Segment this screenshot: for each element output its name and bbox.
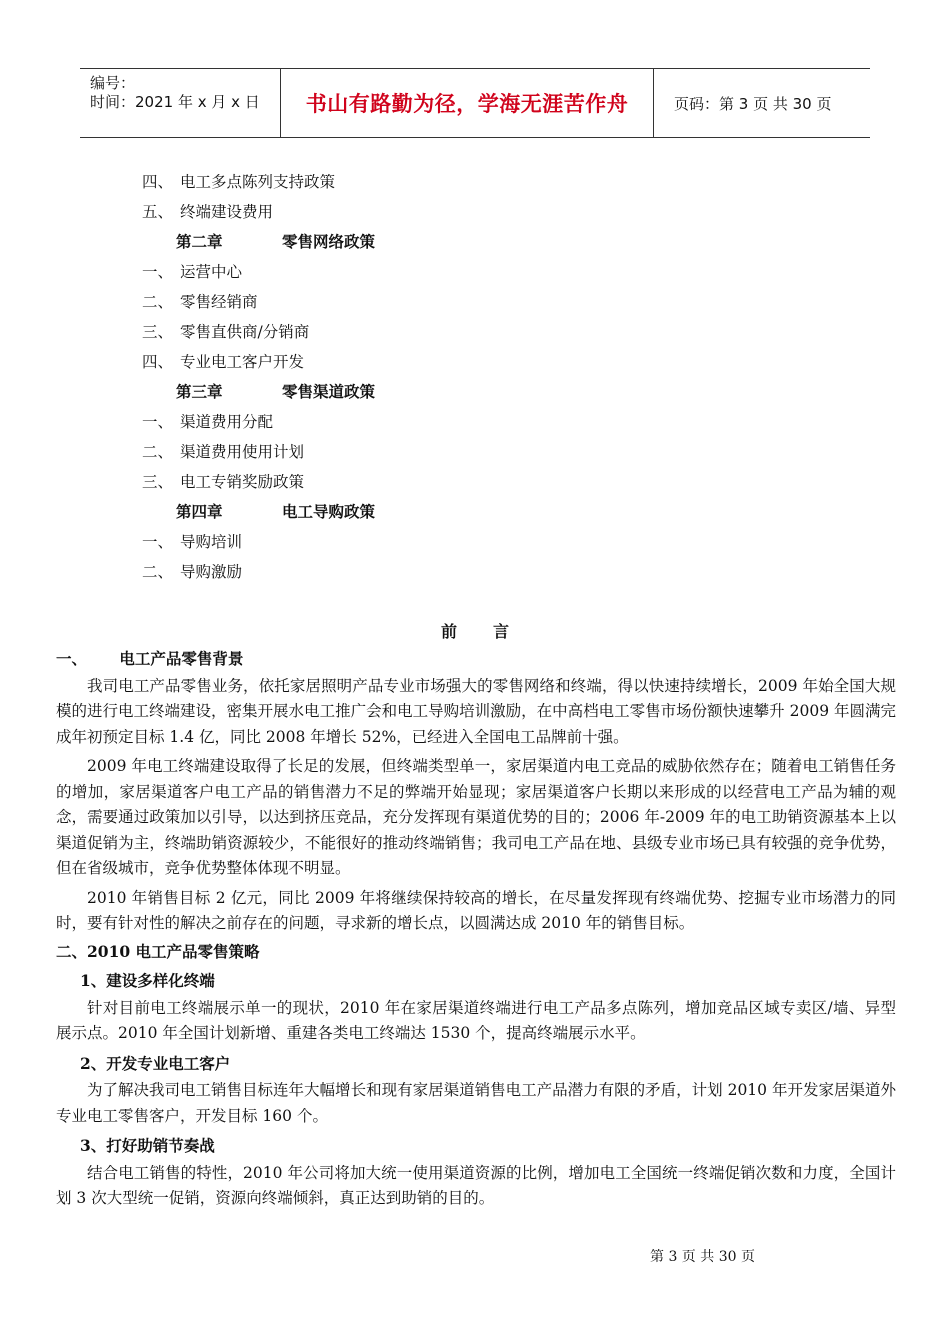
subsection-heading: 1、建设多样化终端 (80, 971, 215, 990)
toc-text: 专业电工客户开发 (180, 353, 305, 371)
page-footer: 第 3 页 共 30 页 (650, 1249, 755, 1265)
toc-text: 渠道费用分配 (180, 413, 274, 431)
paragraph: 2010 年销售目标 2 亿元，同比 2009 年将继续保持较高的增长，在尽量发挥现有终端优势、挖掘专业市场潜力的同时，要有针对性的解决之前存在的问题，寻求新的增长点，以圆满达成 2010 年的销售目标。 (56, 888, 896, 932)
toc-text: 零售直供商/分销商 (180, 323, 310, 341)
paragraph: 2009 年电工终端建设取得了长足的发展，但终端类型单一，家居渠道内电工竞品的威胁依然存在；随着电工销售任务的增加，家居渠道客户电工产品的销售潜力不足的弊端开始显现；家居渠道客户长期以来形成的以经营电工产品为辅的观念，需要通过政策加以引导，以达到挤压竞品，充分发挥现有渠道优势的目的；2006 年-2009 年的电工助销资源基本上以渠道促销为主，终端助销资源较少，不能很好的推动终端销售；我司电工产品在地、县级专业市场已具有较强的竞争优势，但在省级城市，竞争优势整体体现不明显。 (56, 757, 896, 877)
toc-num: 四、 (142, 173, 174, 191)
section-heading: 二、2010 电工产品零售策略 (56, 941, 260, 961)
toc-chapter-number: 第四章 (176, 502, 223, 521)
toc-chapter-number: 第三章 (176, 382, 223, 401)
toc-chapter-title: 零售网络政策 (282, 232, 376, 251)
toc-num: 五、 (142, 203, 174, 221)
toc-text: 终端建设费用 (180, 203, 274, 221)
paragraph: 结合电工销售的特性，2010 年公司将加大统一使用渠道资源的比例，增加电工全国统一终端促销次数和力度，全国计划 3 次大型统一促销，资源向终端倾斜，真正达到助销的目的。 (56, 1163, 896, 1207)
toc-num: 二、 (142, 563, 174, 581)
section-heading: 一、 电工产品零售背景 (56, 649, 244, 668)
preface-body (56, 646, 896, 1212)
toc-text: 渠道费用使用计划 (180, 443, 305, 461)
toc-num: 四、 (142, 353, 174, 371)
number-label: 编号： (90, 74, 136, 92)
paragraph: 针对目前电工终端展示单一的现状，2010 年在家居渠道终端进行电工产品多点陈列，增加竞品区域专卖区/墙、异型展示点。2010 年全国计划新增、重建各类电工终端达 1530 个，提高终端展示水平。 (56, 998, 896, 1042)
preface-title: 前言 (440, 622, 545, 641)
toc-num: 三、 (142, 323, 174, 341)
toc-text: 导购培训 (180, 533, 243, 551)
toc-num: 二、 (142, 293, 174, 311)
toc-num: 二、 (142, 443, 174, 461)
subsection-heading: 3、打好助销节奏战 (80, 1136, 215, 1155)
toc-num: 一、 (142, 263, 174, 281)
toc-num: 三、 (142, 473, 174, 491)
paragraph: 我司电工产品零售业务，依托家居照明产品专业市场强大的零售网络和终端，得以快速持续增长，2009 年始全国大规模的进行电工终端建设，密集开展水电工推广会和电工导购培训激励，在中高档电工零售市场份额快速攀升 2009 年圆满完成年初预定目标 1.4 亿，同比 2008 年增长 52%，已经进入全国电工品牌前十强。 (56, 676, 896, 746)
subsection-heading: 2、开发专业电工客户 (80, 1053, 231, 1073)
toc-text: 零售经销商 (180, 293, 258, 311)
header-meta-cell (80, 69, 281, 137)
page-header (80, 68, 870, 138)
toc-chapter-title: 电工导购政策 (282, 502, 376, 521)
toc-chapter-number: 第二章 (176, 232, 223, 251)
toc-text: 导购激励 (180, 563, 243, 581)
page-label-text: 页码：第 3 页 共 30 页 (674, 94, 832, 113)
time-label: 时间：2021 年 x 月 x 日 (90, 93, 260, 111)
toc-text: 电工专销奖励政策 (180, 473, 305, 491)
toc-num: 一、 (142, 413, 174, 431)
header-motto: 书山有路勤为径，学海无涯苦作舟 (281, 69, 654, 137)
header-page-label (664, 69, 870, 137)
toc-text: 运营中心 (180, 263, 243, 281)
toc-num: 一、 (142, 533, 174, 551)
toc-chapter-title: 零售渠道政策 (282, 382, 376, 401)
paragraph: 为了解决我司电工销售目标连年大幅增长和现有家居渠道销售电工产品潜力有限的矛盾，计划 2010 年开发家居渠道外专业电工零售客户，开发目标 160 个。 (56, 1081, 896, 1125)
toc-text: 电工多点陈列支持政策 (180, 173, 336, 191)
